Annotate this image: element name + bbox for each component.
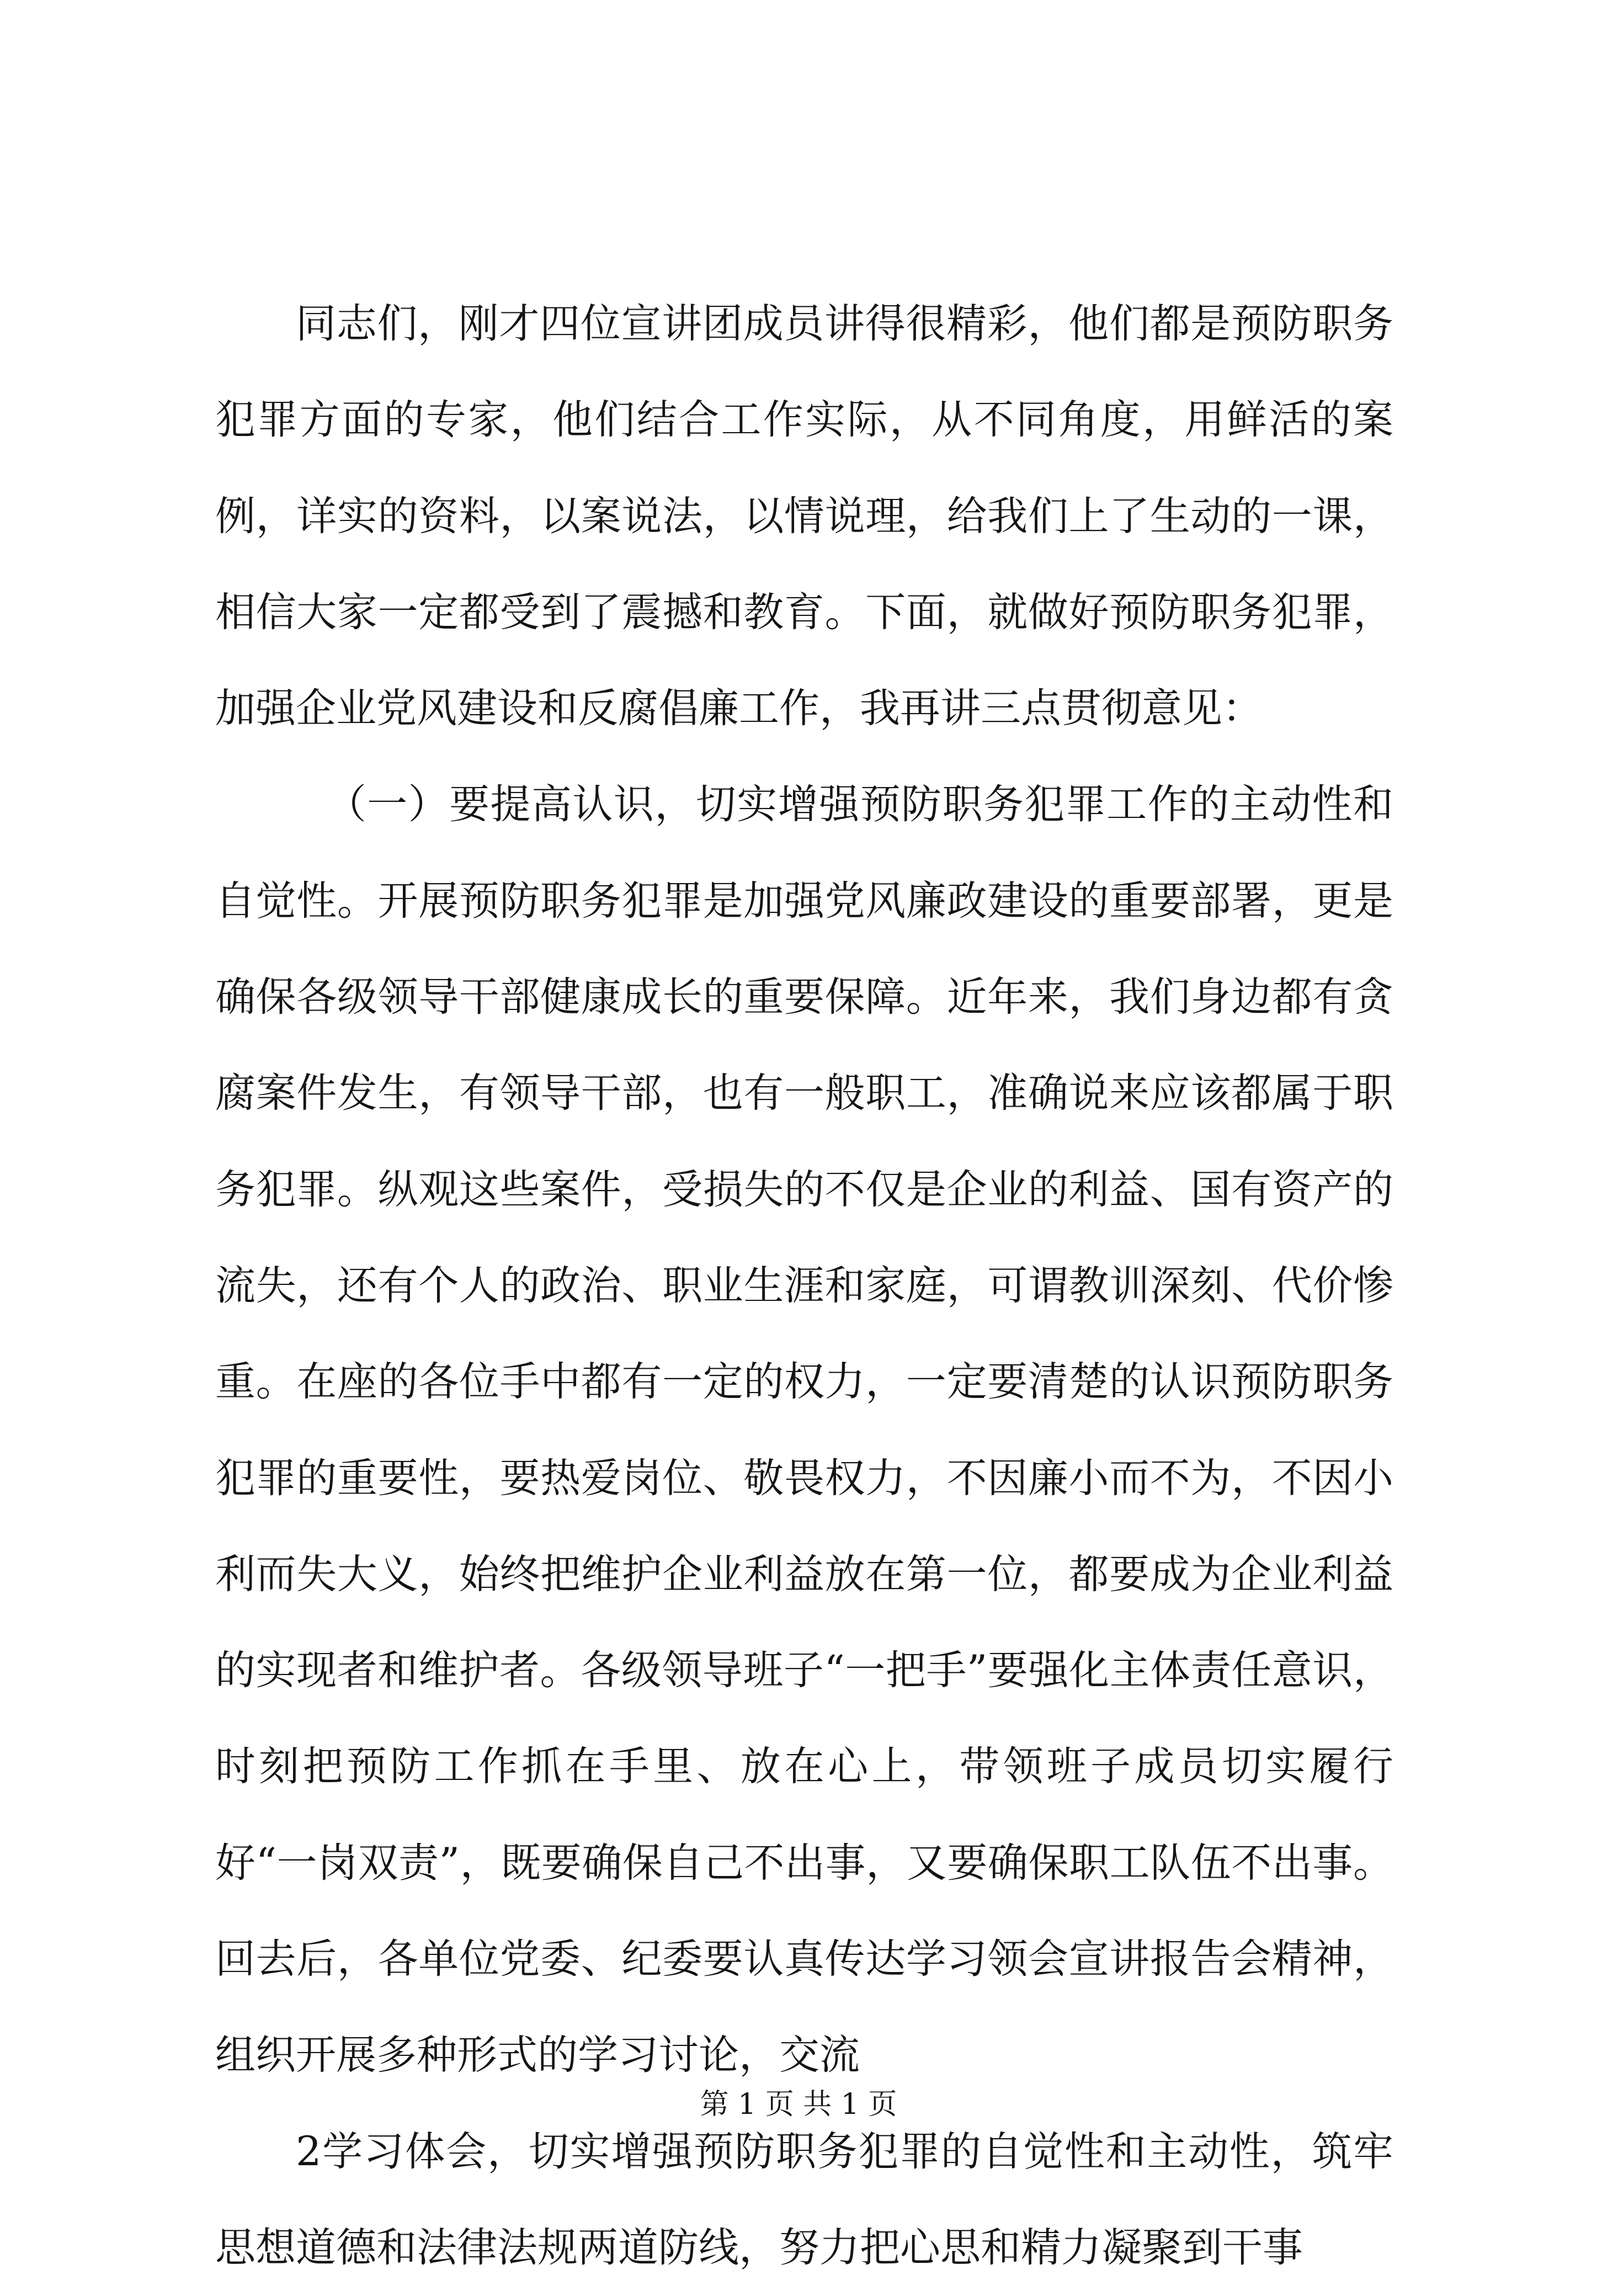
paragraph-continuation: 2学习体会，切实增强预防职务犯罪的自觉性和主动性，筑牢思想道德和法律法规两道防线，努力把心思和精力凝聚到干事 <box>215 2128 1393 2271</box>
paragraph-point-one: （一）要提高认识，切实增强预防职务犯罪工作的主动性和自觉性。开展预防职务犯罪是加强党风廉政建设的重要部署，更是确保各级领导干部健康成长的重要保障。近年来，我们身边都有贪腐案件发生，有领导干部，也有一般职工，准确说来应该都属于职务犯罪。纵观这些案件，受损失的不仅是企业的利益、国有资产的流失，还有个人的政治、职业生涯和家庭，可谓教训深刻、代价惨重。在座的各位手中都有一定的权力，一定要清楚的认识预防职务犯罪的重要性，要热爱岗位、敬畏权力，不因廉小而不为，不因小利而失大义，始终把维护企业利益放在第一位，都要成为企业利益的实现者和维护者。各级领导班子“一把手”要强化主体责任意识，时刻把预防工作抓在手里、放在心上，带领班子成员切实履行好“一岗双责”，既要确保自己不出事，又要确保职工队伍不出事。回去后，各单位党委、纪委要认真传达学习领会宣讲报告会精神，组织开展多种形式的学习讨论，交流 <box>215 781 1393 2079</box>
document-body <box>215 276 1393 2296</box>
page-footer: 第 1 页 共 1 页 <box>700 2088 897 2121</box>
paragraph-opening: 同志们，刚才四位宣讲团成员讲得很精彩，他们都是预防职务犯罪方面的专家，他们结合工作实际，从不同角度，用鲜活的案例，详实的资料，以案说法，以情说理，给我们上了生动的一课，相信大家一定都受到了震撼和教育。下面，就做好预防职务犯罪，加强企业党风建设和反腐倡廉工作，我再讲三点贯彻意见： <box>215 300 1393 732</box>
